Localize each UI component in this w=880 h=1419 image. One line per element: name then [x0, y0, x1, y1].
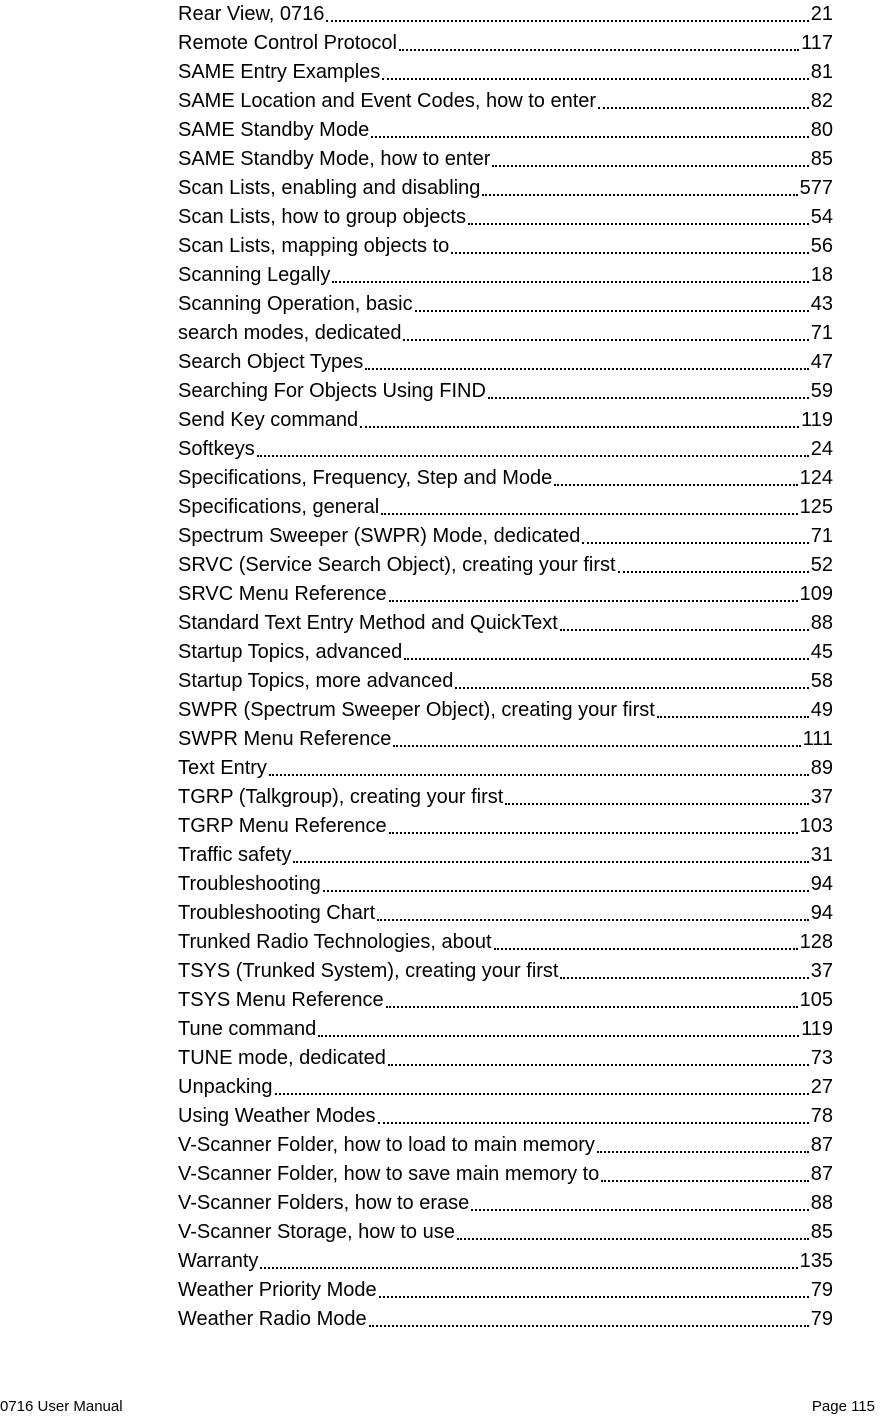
index-entry-page: 52: [810, 554, 833, 576]
index-entry: [178, 1015, 833, 1044]
dot-leader: [492, 165, 808, 167]
index-entry: [178, 638, 833, 667]
index-entry-label: Softkeys: [178, 438, 255, 460]
dot-leader: [393, 745, 800, 747]
dot-leader: [455, 687, 808, 689]
index-entry-label: SAME Entry Examples: [178, 61, 381, 83]
dot-leader: [388, 1064, 809, 1066]
index-entry-label: Rear View, 0716: [178, 3, 325, 25]
index-entry: [178, 464, 833, 493]
index-entry-label: TSYS (Trunked System), creating your first: [178, 960, 559, 982]
index-entry-page: 27: [810, 1076, 833, 1098]
index-entry-label: Traffic safety: [178, 844, 292, 866]
dot-leader: [560, 629, 809, 631]
index-entry: [178, 754, 833, 783]
index-entry-page: 89: [810, 757, 833, 779]
index-entry-label: Startup Topics, advanced: [178, 641, 403, 663]
index-entry-label: Remote Control Protocol: [178, 32, 397, 54]
index-entry-page: 31: [810, 844, 833, 866]
index-entry: [178, 58, 833, 87]
dot-leader: [554, 484, 797, 486]
dot-leader: [468, 223, 809, 225]
index-entry: [178, 1044, 833, 1073]
index-entry-page: 577: [799, 177, 833, 199]
index-entry: [178, 551, 833, 580]
index-entry: [178, 29, 833, 58]
index-entry: [178, 580, 833, 609]
dot-leader: [275, 1093, 809, 1095]
dot-leader: [386, 1006, 798, 1008]
dot-leader: [389, 600, 798, 602]
dot-leader: [404, 658, 809, 660]
dot-leader: [318, 1035, 799, 1037]
dot-leader: [582, 542, 808, 544]
dot-leader: [494, 948, 798, 950]
index-entry-page: 21: [810, 3, 833, 25]
dot-leader: [657, 716, 809, 718]
index-entry-label: Scan Lists, mapping objects to: [178, 235, 450, 257]
index-entry-label: SRVC Menu Reference: [178, 583, 387, 605]
index-entry-label: V-Scanner Folder, how to load to main memory: [178, 1134, 595, 1156]
index-entry-label: TSYS Menu Reference: [178, 989, 384, 1011]
index-entry: [178, 261, 833, 290]
dot-leader: [505, 803, 808, 805]
index-entry-page: 37: [810, 960, 833, 982]
index-entry-label: Tune command: [178, 1018, 317, 1040]
index-entry-page: 71: [810, 525, 833, 547]
index-entry-label: Specifications, general: [178, 496, 380, 518]
index-entry: [178, 1131, 833, 1160]
index-entry: [178, 870, 833, 899]
index-entry-label: Search Object Types: [178, 351, 364, 373]
index-entry-page: 80: [810, 119, 833, 141]
index-entry-label: Unpacking: [178, 1076, 273, 1098]
index-entry-label: SRVC (Service Search Object), creating your first: [178, 554, 616, 576]
index-entry-label: V-Scanner Folders, how to erase: [178, 1192, 470, 1214]
index-entry: [178, 957, 833, 986]
index-entry: [178, 609, 833, 638]
index-entry: [178, 812, 833, 841]
index-entry-label: SWPR (Spectrum Sweeper Object), creating your first: [178, 699, 655, 721]
dot-leader: [369, 1325, 809, 1327]
index-entry: [178, 1305, 833, 1334]
index-entry-label: search modes, dedicated: [178, 322, 402, 344]
index-entry-page: 49: [810, 699, 833, 721]
index-entry-label: Scanning Operation, basic: [178, 293, 413, 315]
index-entry: [178, 899, 833, 928]
dot-leader: [326, 20, 808, 22]
index-entry-page: 85: [810, 148, 833, 170]
dot-leader: [365, 368, 808, 370]
dot-leader: [598, 107, 809, 109]
index-entry-page: 79: [810, 1308, 833, 1330]
index-entry-page: 94: [810, 873, 833, 895]
index-entry: [178, 841, 833, 870]
index-entry-page: 43: [810, 293, 833, 315]
index-entry-page: 88: [810, 1192, 833, 1214]
index-entry-label: Troubleshooting: [178, 873, 321, 895]
dot-leader: [379, 1296, 809, 1298]
index-entry: [178, 1189, 833, 1218]
index-entry-page: 109: [799, 583, 833, 605]
dot-leader: [323, 890, 809, 892]
index-entry-page: 45: [810, 641, 833, 663]
dot-leader: [260, 1267, 797, 1269]
index-entry: [178, 986, 833, 1015]
index-entry-page: 111: [802, 728, 833, 750]
footer-page-number: Page 115: [811, 1398, 875, 1415]
dot-leader: [293, 861, 808, 863]
index-entry-label: SAME Standby Mode: [178, 119, 370, 141]
index-entry: [178, 783, 833, 812]
index-entry: [178, 1276, 833, 1305]
dot-leader: [560, 977, 808, 979]
footer-manual-name: 0716 User Manual: [0, 1398, 123, 1415]
index-entry: [178, 290, 833, 319]
index-entry-label: Scan Lists, enabling and disabling: [178, 177, 481, 199]
dot-leader: [360, 426, 799, 428]
index-entry: [178, 522, 833, 551]
index-entry-page: 119: [801, 1018, 833, 1040]
index-entry: [178, 116, 833, 145]
dot-leader: [471, 1209, 808, 1211]
index-entry-label: Weather Priority Mode: [178, 1279, 377, 1301]
index-entry: [178, 1218, 833, 1247]
index-entry-page: 88: [810, 612, 833, 634]
index-entry: [178, 377, 833, 406]
index-entry-label: Trunked Radio Technologies, about: [178, 931, 492, 953]
dot-leader: [389, 832, 798, 834]
dot-leader: [457, 1238, 809, 1240]
index-entry-page: 47: [810, 351, 833, 373]
dot-leader: [488, 397, 809, 399]
dot-leader: [381, 513, 797, 515]
index-entry-page: 56: [810, 235, 833, 257]
index-entry-label: V-Scanner Storage, how to use: [178, 1221, 455, 1243]
index-entry: [178, 493, 833, 522]
index-entry-label: TUNE mode, dedicated: [178, 1047, 386, 1069]
index-entry-label: Startup Topics, more advanced: [178, 670, 454, 692]
index-entry-page: 124: [799, 467, 833, 489]
index-entry-label: Scan Lists, how to group objects: [178, 206, 466, 228]
index-entry: [178, 319, 833, 348]
index-entry-page: 37: [810, 786, 833, 808]
dot-leader: [371, 136, 809, 138]
index-entry: [178, 725, 833, 754]
index-entry-label: V-Scanner Folder, how to save main memory to: [178, 1163, 600, 1185]
index-entry: [178, 174, 833, 203]
dot-leader: [332, 281, 808, 283]
index-entry-label: SWPR Menu Reference: [178, 728, 392, 750]
index-entry-page: 79: [810, 1279, 833, 1301]
index-entry-page: 73: [810, 1047, 833, 1069]
index-entry-page: 125: [799, 496, 833, 518]
index-entry: [178, 203, 833, 232]
index-entry-label: Weather Radio Mode: [178, 1308, 367, 1330]
index-entry-page: 135: [799, 1250, 833, 1272]
index-entry-label: SAME Location and Event Codes, how to enter: [178, 90, 597, 112]
index-entry-label: TGRP (Talkgroup), creating your first: [178, 786, 504, 808]
index-entry-page: 103: [799, 815, 833, 837]
index-entry-label: Using Weather Modes: [178, 1105, 376, 1127]
index-entry-label: Send Key command: [178, 409, 359, 431]
dot-leader: [597, 1151, 809, 1153]
dot-leader: [269, 774, 809, 776]
index-entry: [178, 406, 833, 435]
dot-leader: [377, 919, 809, 921]
index-entry: [178, 145, 833, 174]
dot-leader: [257, 455, 809, 457]
index-entry-page: 87: [810, 1134, 833, 1156]
index-entry-label: Specifications, Frequency, Step and Mode: [178, 467, 553, 489]
index-entry-page: 85: [810, 1221, 833, 1243]
index-entry-label: Warranty: [178, 1250, 259, 1272]
index-entry-page: 24: [810, 438, 833, 460]
index-entry-label: Troubleshooting Chart: [178, 902, 376, 924]
index-list: [178, 0, 833, 1334]
page-footer: [0, 1397, 880, 1417]
index-entry-page: 18: [810, 264, 833, 286]
index-entry: [178, 1160, 833, 1189]
dot-leader: [482, 194, 797, 196]
index-entry: [178, 87, 833, 116]
index-entry-page: 105: [799, 989, 833, 1011]
index-entry-label: Spectrum Sweeper (SWPR) Mode, dedicated: [178, 525, 581, 547]
index-entry: [178, 667, 833, 696]
dot-leader: [451, 252, 808, 254]
dot-leader: [399, 49, 799, 51]
dot-leader: [415, 310, 809, 312]
index-entry-page: 82: [810, 90, 833, 112]
index-entry-label: TGRP Menu Reference: [178, 815, 387, 837]
index-entry: [178, 0, 833, 29]
index-entry-page: 78: [810, 1105, 833, 1127]
index-entry-page: 117: [801, 32, 833, 54]
dot-leader: [618, 571, 809, 573]
index-entry-page: 128: [799, 931, 833, 953]
index-entry: [178, 1102, 833, 1131]
index-entry: [178, 696, 833, 725]
index-entry-label: Scanning Legally: [178, 264, 331, 286]
index-entry-label: Text Entry: [178, 757, 267, 779]
index-entry-label: Searching For Objects Using FIND: [178, 380, 486, 402]
dot-leader: [403, 339, 808, 341]
index-entry: [178, 1247, 833, 1276]
index-entry-page: 58: [810, 670, 833, 692]
index-entry-page: 59: [810, 380, 833, 402]
index-entry: [178, 348, 833, 377]
index-entry-page: 54: [810, 206, 833, 228]
index-entry-page: 71: [810, 322, 833, 344]
index-entry-page: 119: [801, 409, 833, 431]
dot-leader: [378, 1122, 809, 1124]
index-entry-label: Standard Text Entry Method and QuickText: [178, 612, 558, 634]
index-entry-page: 94: [810, 902, 833, 924]
index-entry: [178, 1073, 833, 1102]
dot-leader: [382, 78, 808, 80]
index-entry: [178, 928, 833, 957]
index-entry: [178, 435, 833, 464]
index-entry: [178, 232, 833, 261]
dot-leader: [601, 1180, 808, 1182]
index-entry-page: 81: [810, 61, 833, 83]
index-entry-page: 87: [810, 1163, 833, 1185]
index-entry-label: SAME Standby Mode, how to enter: [178, 148, 491, 170]
